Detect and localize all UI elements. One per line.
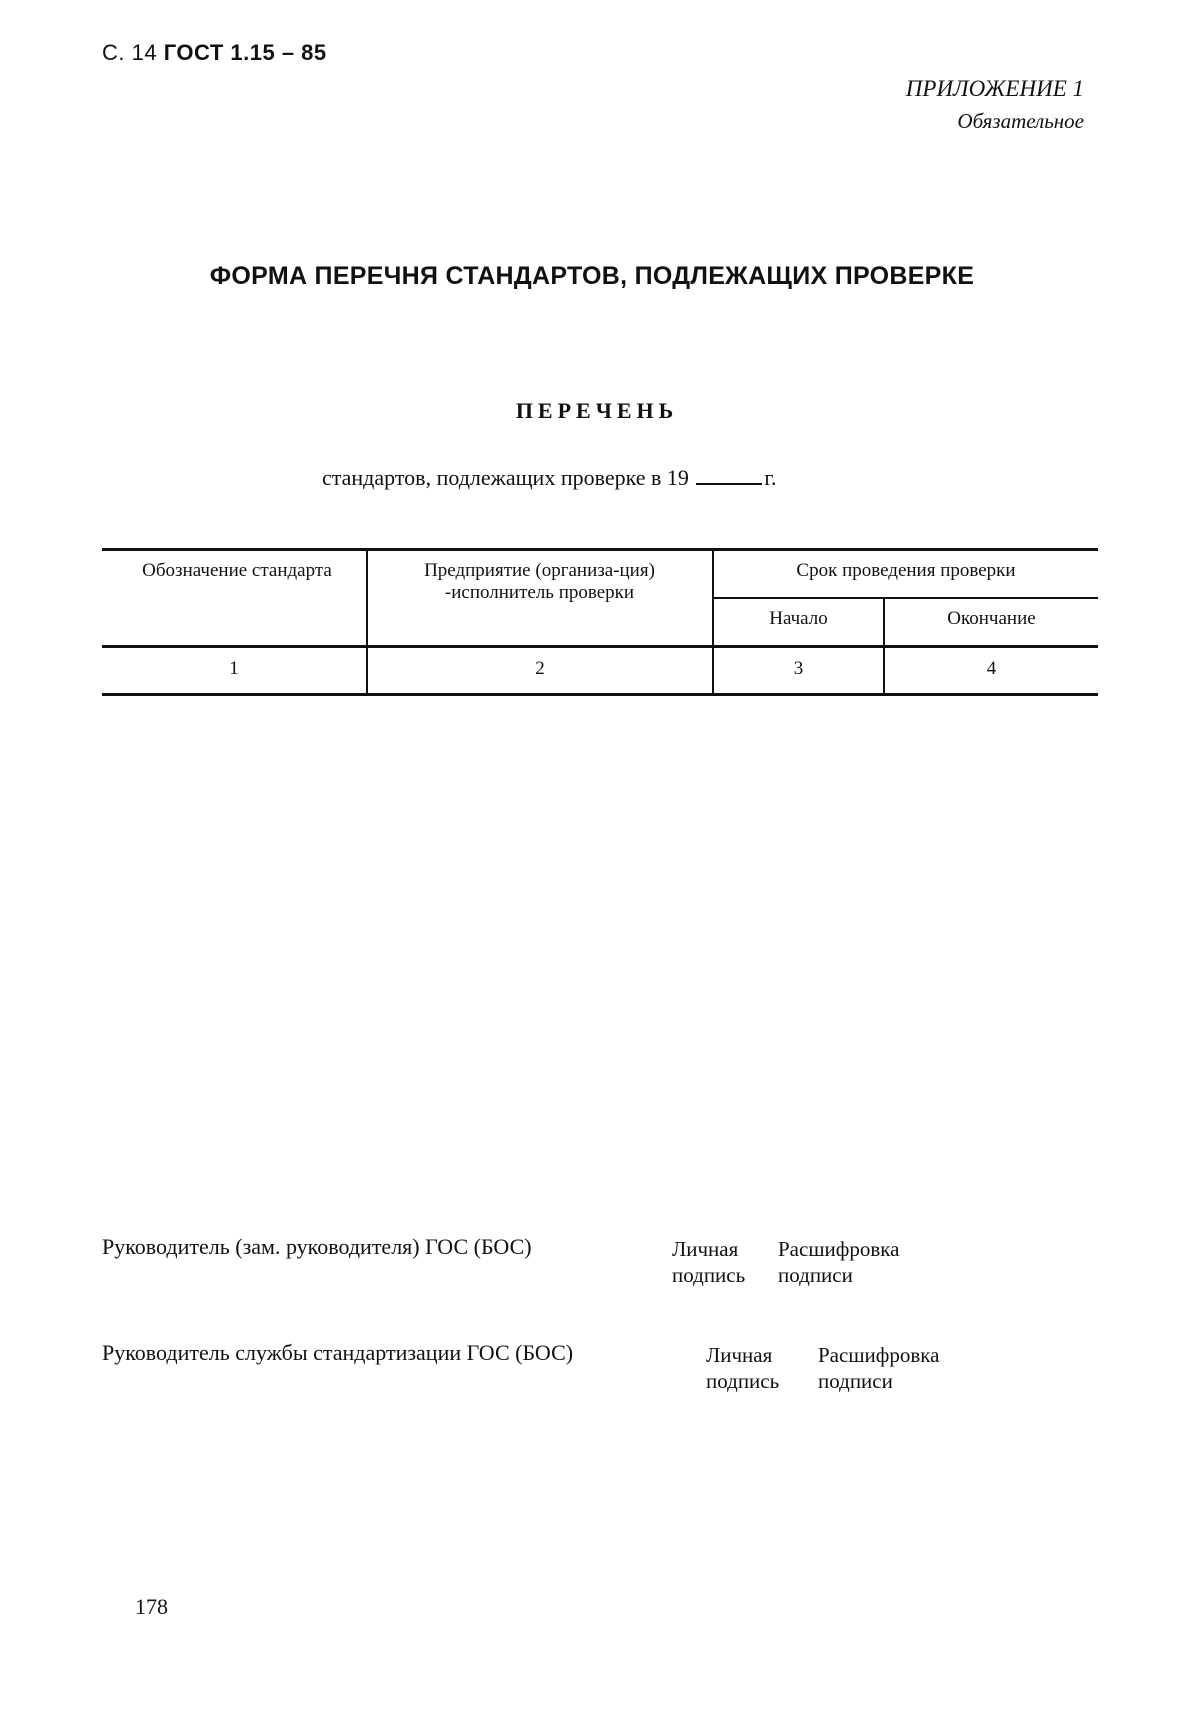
group-header: Срок проведения проверки xyxy=(796,560,1016,581)
decode-label-bottom-1: подписи xyxy=(778,1263,853,1287)
page-prefix: С. 14 xyxy=(102,40,158,65)
signature-label-bottom-2: подпись xyxy=(706,1369,780,1393)
signature-label-top-1: Личная xyxy=(672,1237,739,1261)
standards-table xyxy=(102,548,1098,696)
signature-decode-2 xyxy=(818,1342,939,1394)
appendix-status: Обязательное xyxy=(957,109,1084,133)
col3-header: Начало xyxy=(769,608,828,629)
col4-number: 4 xyxy=(986,658,997,679)
decode-label-bottom-2: подписи xyxy=(818,1369,893,1393)
appendix-number: ПРИЛОЖЕНИЕ 1 xyxy=(905,76,1084,101)
page-title: ФОРМА ПЕРЕЧНЯ СТАНДАРТОВ, ПОДЛЕЖАЩИХ ПРОВЕРКЕ xyxy=(209,262,975,290)
running-head xyxy=(102,40,327,66)
appendix-label xyxy=(906,72,1084,138)
signature-label-bottom-1: подпись xyxy=(672,1263,746,1287)
list-subtitle xyxy=(322,465,776,491)
page-number: 178 xyxy=(135,1594,168,1619)
group-header-divider xyxy=(712,597,1098,599)
signature-personal-1 xyxy=(672,1236,745,1288)
col2-header: Предприятие (организа-ция) -исполнитель проверки xyxy=(424,560,655,603)
table-top-border xyxy=(102,548,1098,551)
header-bottom-border xyxy=(102,645,1098,648)
table-bottom-border xyxy=(102,693,1098,696)
subtitle-text: стандартов, подлежащих проверке в 19 xyxy=(322,465,689,490)
col1-header: Обозначение стандарта xyxy=(142,560,332,581)
col1-number: 1 xyxy=(229,658,239,679)
signature-personal-2 xyxy=(706,1342,779,1394)
standard-code: ГОСТ 1.15 – 85 xyxy=(163,40,327,65)
decode-label-top-1: Расшифровка xyxy=(778,1237,900,1261)
year-blank-line xyxy=(696,483,762,485)
col3-number: 3 xyxy=(793,658,804,679)
signature-role-1: Руководитель (зам. руководителя) ГОС (БОС) xyxy=(102,1234,532,1259)
signature-role-2: Руководитель службы стандартизации ГОС (БОС) xyxy=(102,1340,574,1365)
signature-label-top-2: Личная xyxy=(706,1343,773,1367)
subtitle-year-suffix: г. xyxy=(764,465,777,490)
col2-number: 2 xyxy=(535,658,545,679)
list-heading: ПЕРЕЧЕНЬ xyxy=(515,398,679,423)
col4-header: Окончание xyxy=(947,608,1036,629)
signature-decode-1 xyxy=(778,1236,899,1288)
decode-label-top-2: Расшифровка xyxy=(818,1343,940,1367)
